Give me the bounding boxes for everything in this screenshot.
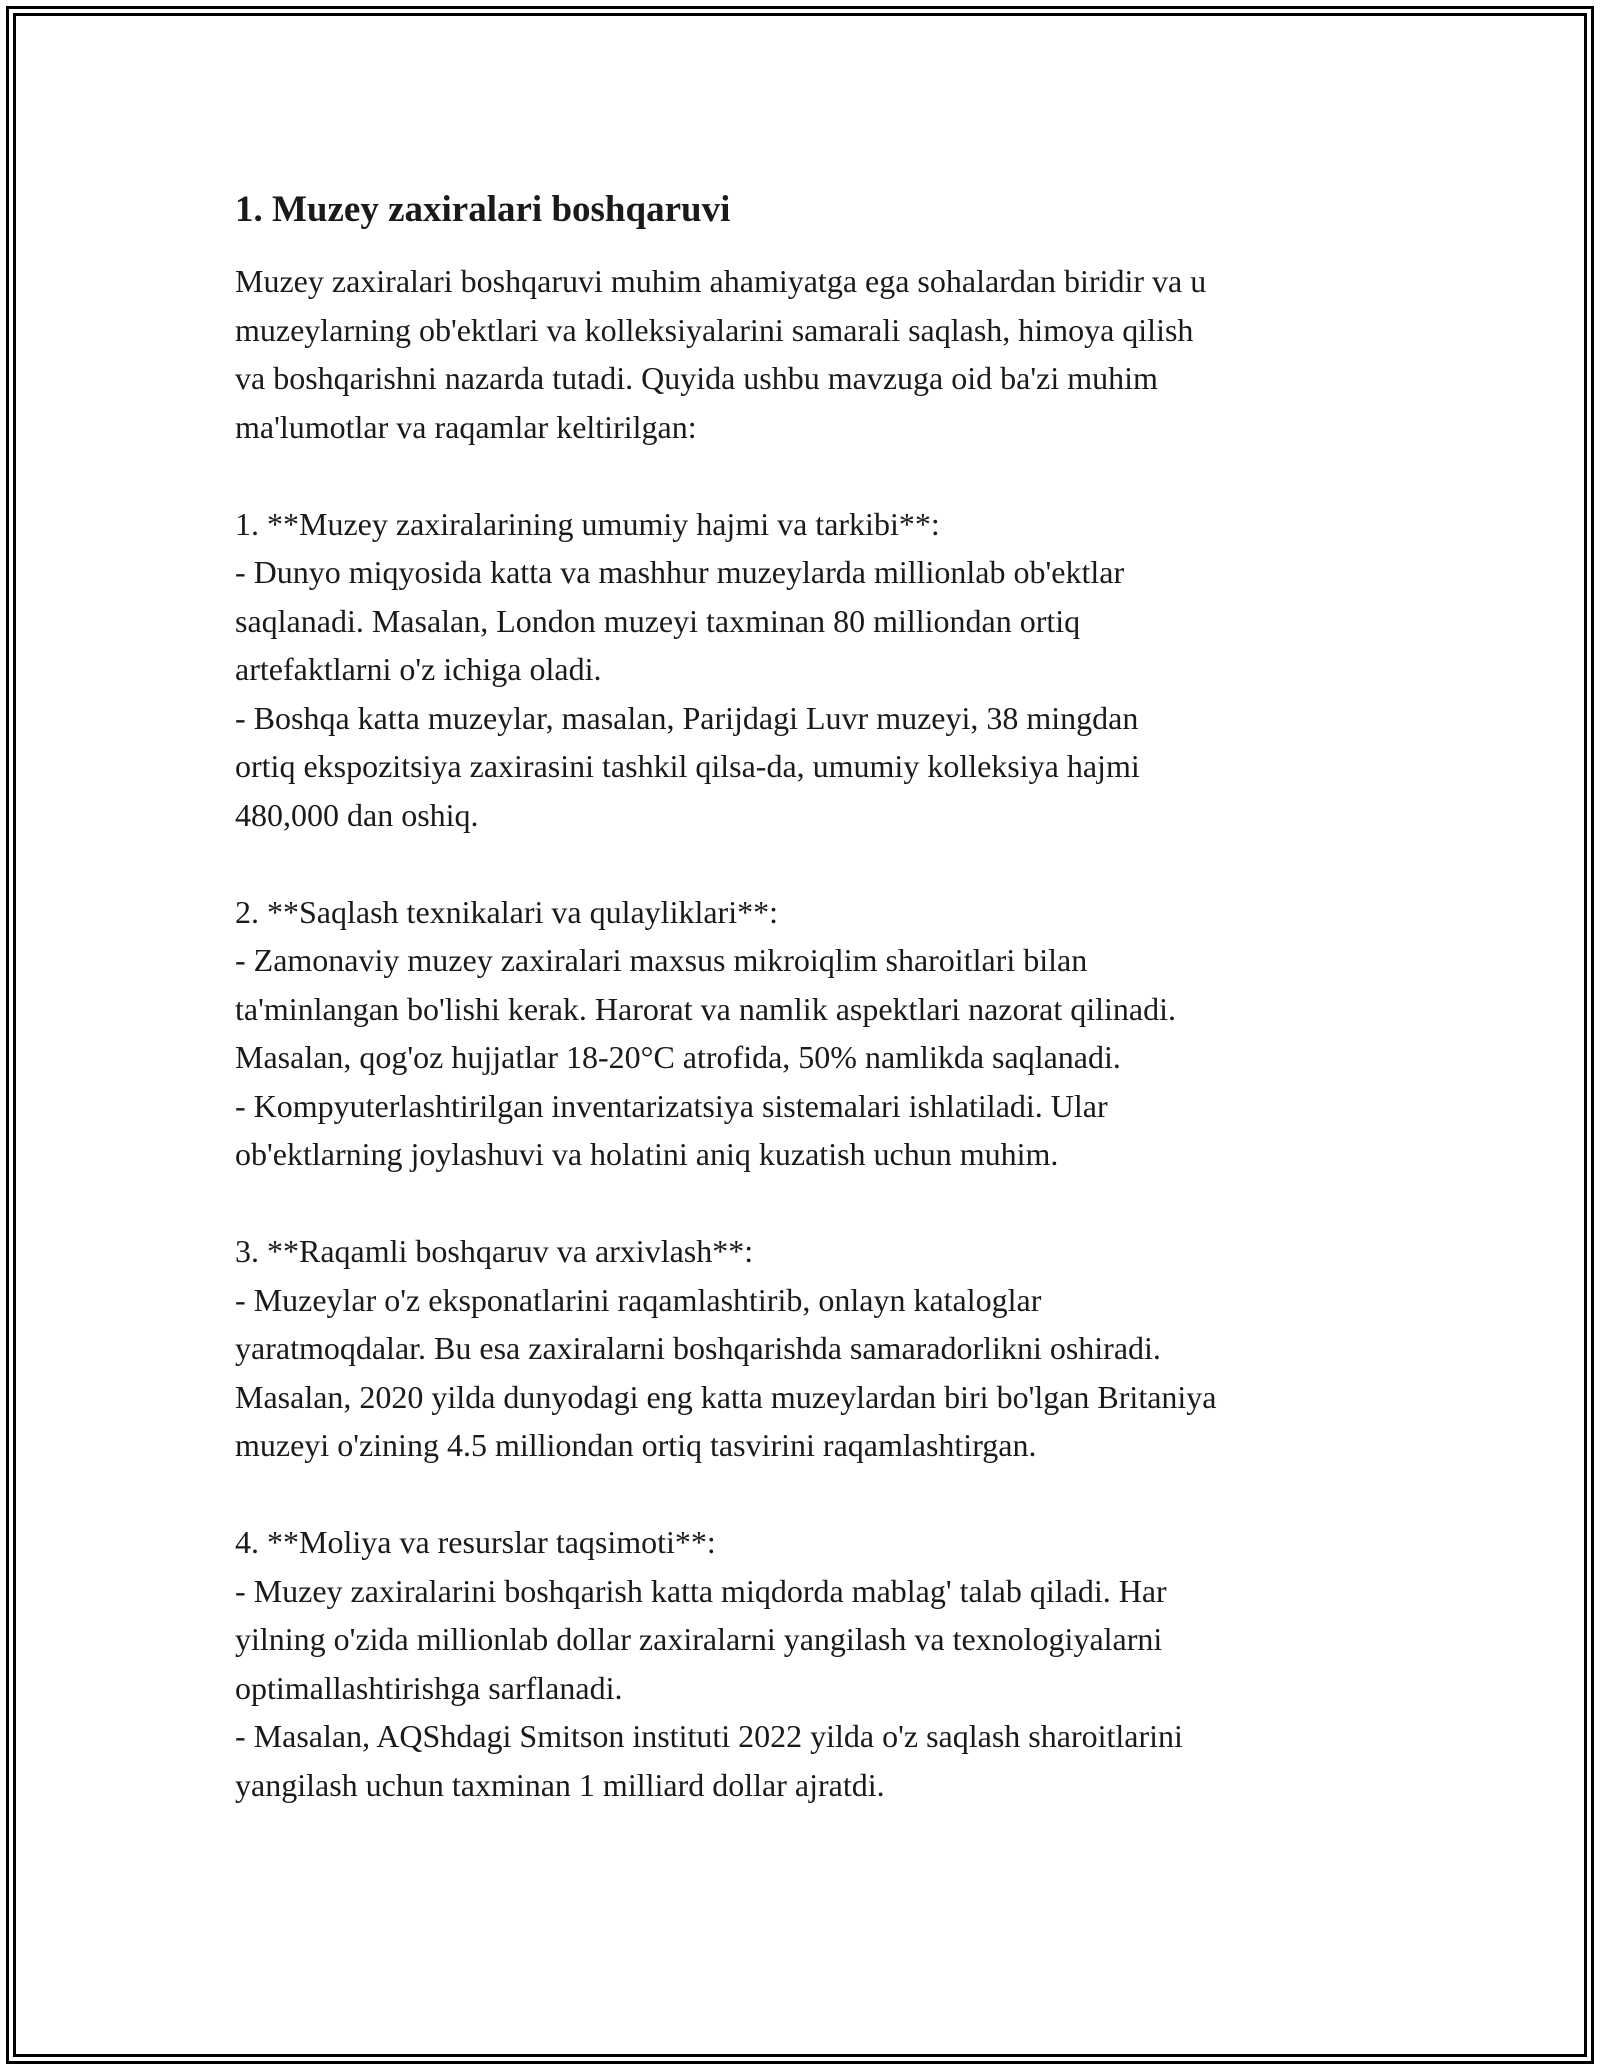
document-body	[235, 185, 1415, 1809]
section-gap	[235, 451, 1415, 500]
section-bullet: - Dunyo miqyosida katta va mashhur muzeylarda millionlab ob'ektlar saqlanadi. Masalan, London muzeyi taxminan 80 milliondan ortiq artefaktlarni o'z ichiga oladi.	[235, 554, 1125, 687]
section-bullet: - Muzey zaxiralarini boshqarish katta miqdorda mablag' talab qiladi. Har yilning o'zida millionlab dollar zaxiralarni yangilash va texnologiyalarni optimallashtirishga sarflanadi.	[235, 1572, 1167, 1706]
section-bullet: - Muzeylar o'z eksponatlarini raqamlashtirib, onlayn kataloglar yaratmoqdalar. Bu esa zaxiralarni boshqarishda samaradorlikni oshiradi. Masalan, 2020 yilda dunyodagi eng katta muzeylardan biri bo'lgan Britaniya muzeyi o'zining 4.5 milliondan ortiq tasvirini raqamlashtirgan.	[235, 1281, 1217, 1463]
section-title: 3. **Raqamli boshqaruv va arxivlash**:	[235, 1233, 754, 1269]
section-gap	[235, 1470, 1415, 1519]
section-1	[235, 500, 1415, 840]
section-gap	[235, 1179, 1415, 1228]
section-title: 2. **Saqlash texnikalari va qulayliklari**:	[235, 893, 778, 930]
section-bullet: - Kompyuterlashtirilgan inventarizatsiya sistemalari ishlatiladi. Ular ob'ektlarning joylashuvi va holatini aniq kuzatish uchun muhim.	[235, 1087, 1108, 1172]
section-gap	[235, 839, 1415, 888]
section-3	[235, 1227, 1415, 1470]
section-bullet: - Boshqa katta muzeylar, masalan, Parijdagi Luvr muzeyi, 38 mingdan ortiq ekspozitsiya zaxirasini tashkil qilsa-da, umumiy kolleksiya hajmi 480,000 dan oshiq.	[235, 699, 1140, 833]
section-title: 1. **Muzey zaxiralarining umumiy hajmi va tarkibi**:	[235, 505, 940, 542]
section-4	[235, 1518, 1415, 1809]
section-title: 4. **Moliya va resurslar taqsimoti**:	[235, 1524, 716, 1560]
document-heading: 1. Muzey zaxiralari boshqaruvi	[235, 189, 731, 230]
section-2	[235, 888, 1415, 1179]
section-bullet: - Masalan, AQShdagi Smitson instituti 2022 yilda o'z saqlash sharoitlarini yangilash uchun taxminan 1 milliard dollar ajratdi.	[235, 1718, 1183, 1803]
intro-paragraph: Muzey zaxiralari boshqaruvi muhim ahamiyatga ega sohalardan biridir va u muzeylarning ob'ektlari va kolleksiyalarini samarali saqlash, himoya qilish va boshqarishni nazarda tutadi. Quyida ushbu mavzuga oid ba'zi muhim ma'lumotlar va raqamlar keltirilgan:	[235, 263, 1207, 445]
section-bullet: - Zamonaviy muzey zaxiralari maxsus mikroiqlim sharoitlari bilan ta'minlangan bo'lishi kerak. Harorat va namlik aspektlari nazorat qilinadi. Masalan, qog'oz hujjatlar 18-20°C atrofida, 50% namlikda saqlanadi.	[235, 942, 1176, 1075]
